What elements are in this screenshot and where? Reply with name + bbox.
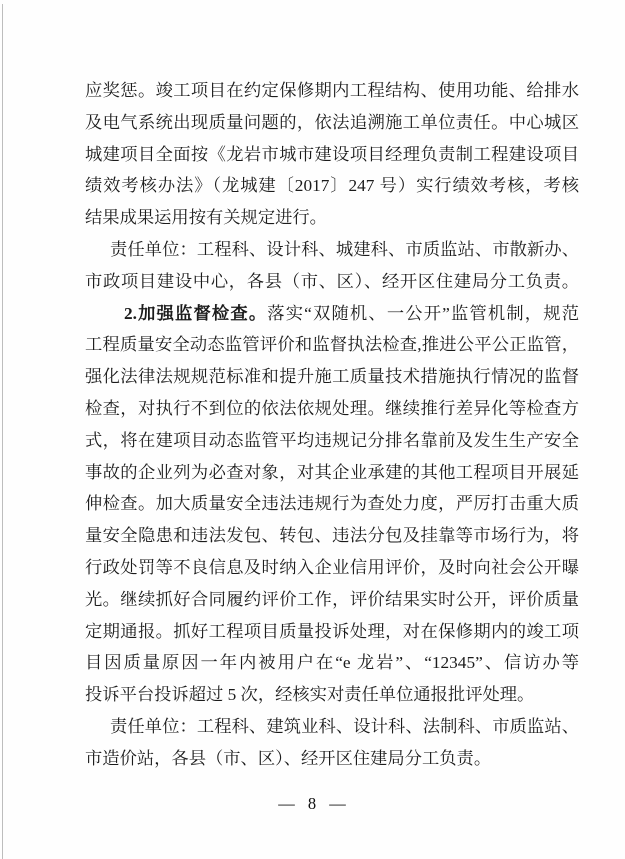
- text-line: 工程质量安全动态监管评价和监督执法检查,推进公平公正监管，: [85, 335, 579, 355]
- page-number: — 8 —: [278, 794, 347, 813]
- text-line: 量安全隐患和违法发包、转包、违法分包及挂靠等市场行为，将: [85, 526, 579, 546]
- text-line: 应奖惩。竣工项目在约定保修期内工程结构、使用功能、给排水: [85, 81, 579, 100]
- text-line: 事故的企业列为必查对象，对其企业承建的其他工程项目开展延: [85, 462, 579, 482]
- text-line: 伸检查。加大质量安全违法违规行为查处力度，严厉打击重大质: [85, 494, 579, 514]
- responsible-unit-line: 市造价站，各县（市、区）、经开区住建局分工负责。: [85, 748, 492, 768]
- document-body: [85, 75, 579, 775]
- text-line: 城建项目全面按《龙岩市城市建设项目经理负责制工程建设项目: [85, 144, 579, 164]
- text-line: 检查，对执行不到位的依法依规处理。继续推行差异化等检查方: [85, 398, 579, 418]
- scan-edge-artifact: [2, 4, 3, 859]
- text-line: 投诉平台投诉超过 5 次，经核实对责任单位通报批评处理。: [85, 685, 535, 705]
- text-line-rest: 落实“双随机、一公开”监管机制，规范: [267, 303, 579, 323]
- text-line: 及电气系统出现质量问题的，依法追溯施工单位责任。中心城区: [85, 112, 579, 132]
- text-line: 定期通报。抓好工程项目质量投诉处理，对在保修期内的竣工项: [85, 621, 579, 641]
- responsible-unit-line: 责任单位：工程科、建筑业科、设计科、法制科、市质监站、: [110, 716, 579, 736]
- text-line: 光。继续抓好合同履约评价工作，评价结果实时公开，评价质量: [85, 589, 579, 609]
- text-line: 绩效考核办法》（龙城建〔2017〕247 号）实行绩效考核，考核: [85, 176, 579, 196]
- text-line: 结果成果运用按有关规定进行。: [85, 208, 327, 228]
- text-line: 目因质量原因一年内被用户在“e 龙岩”、“12345”、信访办等: [85, 653, 579, 673]
- text-line: 行政处罚等不良信息及时纳入企业信用评价，及时向社会公开曝: [85, 557, 579, 577]
- responsible-unit-line: 责任单位：工程科、设计科、城建科、市质监站、市散新办、: [110, 239, 579, 259]
- text-line: 强化法律法规规范标准和提升施工质量技术措施执行情况的监督: [85, 367, 579, 387]
- text-line: 式，将在建项目动态监管平均违规记分排名靠前及发生生产安全: [85, 430, 579, 450]
- paragraph-heading: 2.加强监督检查。: [124, 303, 268, 323]
- text-line: [85, 298, 579, 330]
- responsible-unit-line: 市政项目建设中心，各县（市、区）、经开区住建局分工负责。: [85, 271, 579, 291]
